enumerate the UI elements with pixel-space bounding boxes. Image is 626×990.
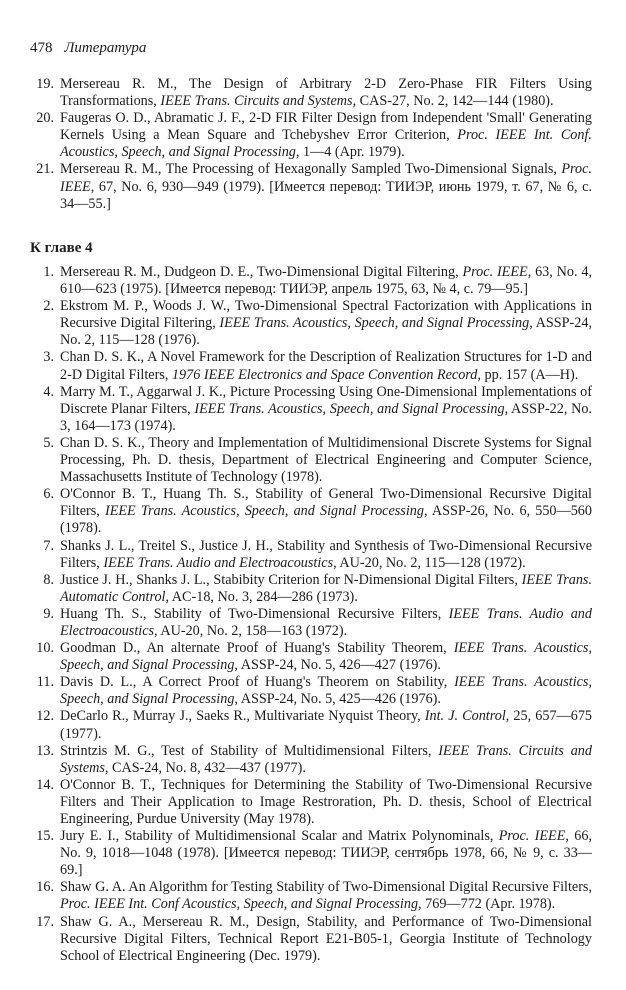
- reference-text: , 1—4 (Apr. 1979).: [295, 144, 405, 161]
- reference-text: Ekstrom M. P., Woods J. W., Two-Dimensional Spectral Factorization with Applications in Recursive Digital Filtering,: [60, 298, 592, 332]
- reference-number: 7.: [43, 537, 54, 554]
- reference-source: IEEE Trans. Audio and Electroacoustics: [60, 605, 592, 639]
- reference-number: 19.: [36, 76, 54, 92]
- reference-text: , 66, No. 9, 1018—1048 (1978). [Имеется перевод: ТИИЭР, сентябрь 1978, 66, № 9, с. 33—69.]: [60, 828, 592, 879]
- reference-text: Faugeras O. D., Abramatic J. F., 2-D FIR Filter Design from Independent 'Small' Generating Kernels Using a Mean Square and Tchebyshev Error Criterion,: [60, 110, 592, 144]
- reference-text: , ASSP-24, No. 2, 115—128 (1976).: [60, 315, 592, 349]
- reference-number: 16.: [36, 879, 54, 896]
- reference-text: , 67, No. 6, 930—949 (1979). [Имеется перевод: ТИИЭР, июнь 1979, т. 67, № 6, с. 34—55.]: [60, 178, 592, 212]
- reference-number: 6.: [43, 486, 54, 503]
- reference-source: IEEE Trans. Audio and Electroacoustics: [103, 554, 334, 571]
- reference-text: Davis D. L., A Correct Proof of Huang's Theorem on Stability,: [60, 674, 455, 691]
- reference-number: 10.: [36, 640, 54, 657]
- reference-item: [0, 572, 626, 606]
- reference-number: 20.: [36, 110, 54, 127]
- reference-source: Proc. IEEE: [60, 161, 592, 195]
- reference-text: Strintzis M. G., Test of Stability of Multidimensional Filters,: [60, 742, 439, 759]
- reference-text: , ASSP-26, No. 6, 550—560 (1978).: [60, 503, 592, 537]
- reference-text: , CAS-27, No. 2, 142—144 (1980).: [352, 93, 554, 110]
- reference-item: [0, 914, 626, 965]
- reference-item: [0, 606, 626, 640]
- reference-text: Shanks J. L., Treitel S., Justice J. H., Stability and Synthesis of Two-Dimensional Recursive Filters,: [60, 537, 592, 571]
- reference-number: 13.: [36, 742, 54, 759]
- reference-text: , 63, No. 4, 610—623 (1975). [Имеется перевод: ТИИЭР, апрель 1975, 63, № 4, с. 79—95.]: [60, 264, 593, 298]
- reference-number: 11.: [36, 674, 54, 691]
- reference-source: 1976 IEEE Electronics and Space Convention Record: [171, 366, 478, 383]
- reference-text: Chan D. S. K., Theory and Implementation of Multidimensional Discrete Systems for Signal Processing, Ph. D. thesis, Department of Electrical Engineering and Computer Science, Massachusetts Institute of Technology (1978).: [60, 434, 592, 486]
- page-number: 478: [30, 40, 53, 56]
- reference-source: IEEE Trans. Circuits and Systems: [60, 742, 592, 776]
- reference-item: [0, 538, 626, 572]
- reference-text: , 769—772 (Apr. 1978).: [418, 896, 556, 913]
- reference-text: , ASSP-22, No. 3, 164—173 (1974).: [60, 400, 592, 434]
- reference-text: , 25, 657—675 (1977).: [60, 708, 593, 742]
- reference-number: 9.: [43, 605, 54, 622]
- reference-item: [0, 161, 626, 212]
- reference-number: 14.: [36, 776, 54, 793]
- reference-text: , pp. 157 (A—H).: [477, 366, 579, 383]
- reference-text: O'Connor B. T., Huang Th. S., Stability of General Two-Dimensional Recursive Digital Filters,: [60, 486, 592, 520]
- reference-item: [0, 435, 626, 486]
- reference-text: , AC-18, No. 3, 284—286 (1973).: [165, 588, 358, 605]
- reference-text: Jury E. I., Stability of Multidimensional Scalar and Matrix Polynominals,: [60, 828, 499, 845]
- reference-source: Proc. IEEE: [462, 264, 528, 280]
- reference-number: 12.: [36, 708, 54, 725]
- reference-item: [0, 640, 626, 674]
- reference-item: [0, 384, 626, 435]
- reference-text: Chan D. S. K., A Novel Framework for the Description of Realization Structures for 1-D and 2-D Digital Filters,: [60, 349, 592, 383]
- reference-item: [0, 828, 626, 879]
- reference-number: 15.: [36, 828, 54, 845]
- reference-item: [0, 264, 626, 298]
- reference-text: Shaw G. A. An Algorithm for Testing Stability of Two-Dimensional Digital Recursive Filters,: [60, 879, 592, 896]
- reference-item: [0, 777, 626, 828]
- reference-source: IEEE Trans. Circuits and Systems: [160, 93, 353, 110]
- reference-item: [0, 110, 626, 161]
- reference-item: [0, 879, 626, 913]
- reference-number: 21.: [36, 161, 54, 178]
- reference-source: IEEE Trans. Acoustics, Speech, and Signal Processing: [60, 640, 592, 674]
- reference-text: Mersereau R. M., Dudgeon D. E., Two-Dimensional Digital Filtering,: [60, 264, 463, 280]
- reference-list-previous: [0, 76, 626, 213]
- reference-item: [0, 743, 626, 777]
- reference-text: Huang Th. S., Stability of Two-Dimensional Recursive Filters,: [60, 605, 449, 622]
- reference-text: Mersereau R. M., The Design of Arbitrary 2-D Zero-Phase FIR Filters Using Transformations,: [60, 76, 592, 110]
- reference-text: Shaw G. A., Mersereau R. M., Design, Stability, and Performance of Two-Dimensional Recursive Digital Filters, Technical Report E21-B05-1, Georgia Institute of Technology School of Electrical Engineering (Dec. 1979).: [60, 913, 592, 964]
- reference-text: O'Connor B. T., Techniques for Determining the Stability of Two-Dimensional Recursive Filters and Their Application to Image Restroration, Ph. D. thesis, School of Electrical Engineering, Purdue University (May 1978).: [60, 776, 592, 827]
- reference-number: 17.: [36, 913, 54, 930]
- running-title: Литература: [64, 40, 147, 56]
- reference-item: [0, 674, 626, 708]
- reference-source: IEEE Trans. Acoustics, Speech, and Signal Processing: [219, 315, 530, 332]
- reference-item: [0, 298, 626, 349]
- reference-text: DeCarlo R., Murray J., Saeks R., Multivariate Nyquist Theory,: [60, 708, 425, 725]
- section-heading: К главе 4: [30, 240, 93, 256]
- reference-source: Proc. IEEE Int. Conf Acoustics, Speech, and Signal Processing: [60, 896, 419, 913]
- reference-source: IEEE Trans. Acoustics, Speech, and Signal Processing: [60, 674, 593, 708]
- reference-list-chapter-4: [0, 264, 626, 965]
- reference-text: Goodman D., An alternate Proof of Huang's Stability Theorem,: [60, 640, 454, 657]
- reference-text: , CAS-24, No. 8, 432—437 (1977).: [104, 759, 306, 776]
- reference-text: , AU-20, No. 2, 115—128 (1972).: [333, 554, 526, 571]
- reference-source: IEEE Trans. Acoustics, Speech, and Signal Processing: [104, 503, 424, 520]
- reference-source: Proc. IEEE Int. Conf. Acoustics, Speech, and Signal Processing: [60, 127, 592, 161]
- reference-item: [0, 486, 626, 537]
- reference-source: Int. J. Control: [424, 708, 506, 725]
- reference-number: 3.: [43, 349, 54, 366]
- reference-text: , AU-20, No. 2, 158—163 (1972).: [154, 622, 348, 639]
- reference-item: [0, 708, 626, 742]
- reference-source: Proc. IEEE: [498, 828, 566, 845]
- reference-text: Justice J. H., Shanks J. L., Stabibity Criterion for N-Dimensional Digital Filters,: [60, 571, 522, 588]
- reference-text: , ASSP-24, No. 5, 426—427 (1976).: [234, 657, 441, 674]
- reference-number: 2.: [43, 298, 54, 315]
- reference-item: [0, 349, 626, 383]
- reference-source: IEEE Trans. Automatic Control: [60, 571, 592, 605]
- reference-number: 8.: [43, 571, 54, 588]
- reference-item: [0, 76, 626, 110]
- reference-number: 5.: [43, 434, 54, 451]
- reference-number: 1.: [43, 264, 54, 280]
- reference-text: Mersereau R. M., The Processing of Hexagonally Sampled Two-Dimensional Signals,: [60, 161, 562, 178]
- reference-text: Marry M. T., Aggarwal J. K., Picture Processing Using One-Dimensional Implementations of Discrete Planar Filters,: [60, 383, 592, 417]
- reference-number: 4.: [43, 383, 54, 400]
- page-header: [30, 40, 146, 57]
- reference-text: , ASSP-24, No. 5, 425—426 (1976).: [234, 691, 441, 708]
- reference-source: IEEE Trans. Acoustics, Speech, and Signal Processing: [194, 400, 505, 417]
